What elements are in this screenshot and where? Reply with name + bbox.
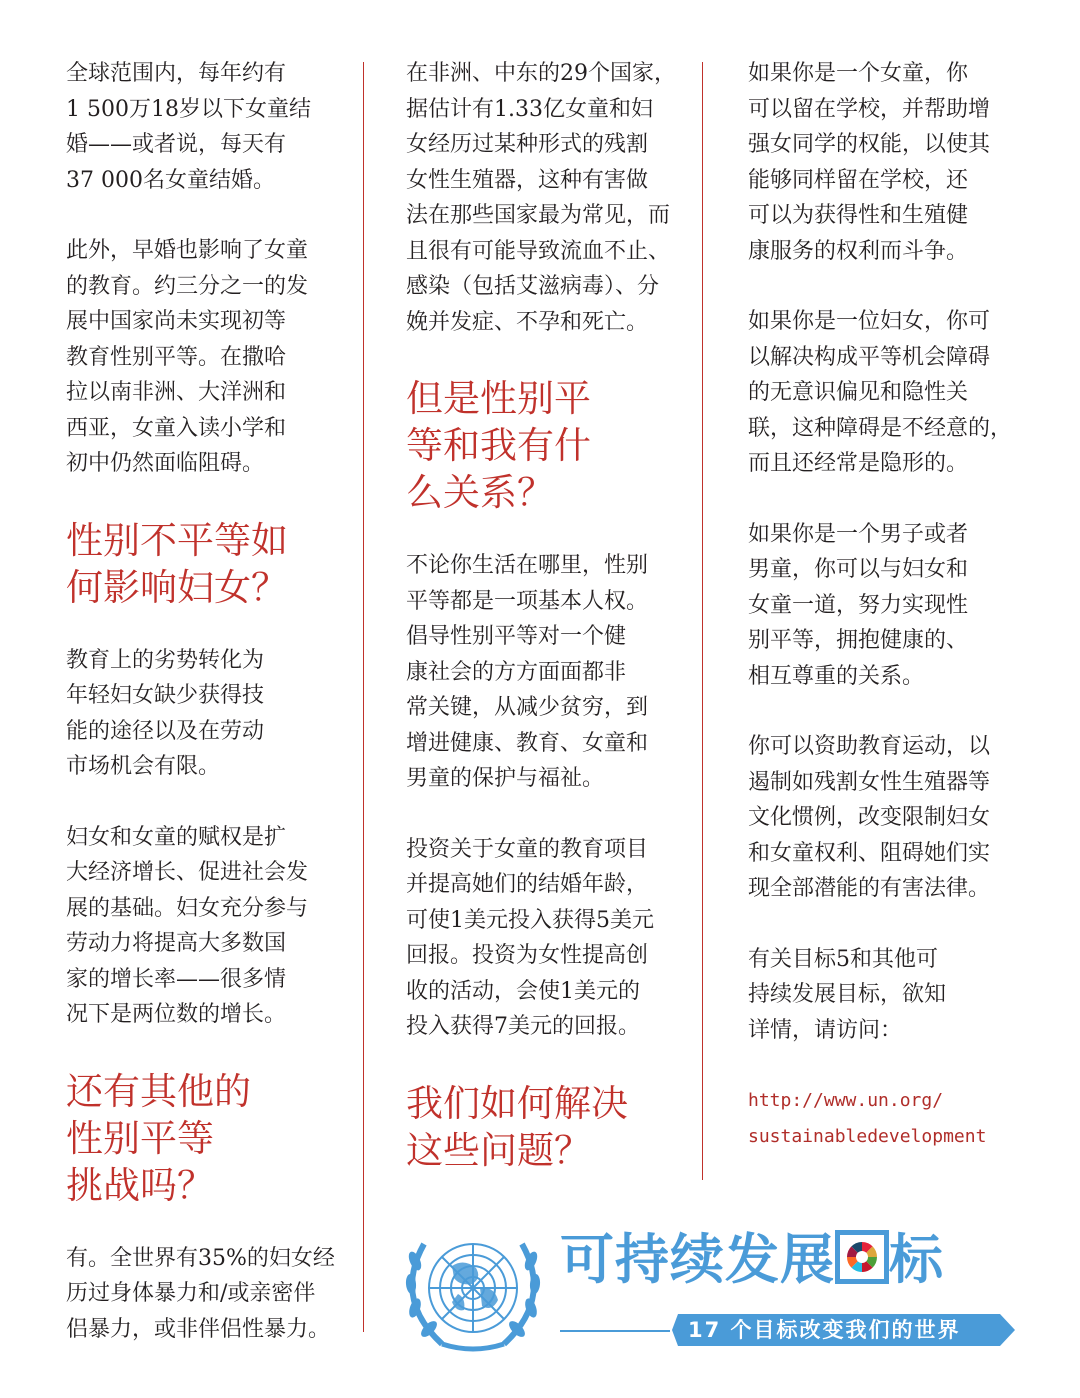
- column-1: [66, 56, 336, 1382]
- sdg-tagline: 17 个目标改变我们的世界: [688, 1318, 961, 1342]
- paragraph-violence: 有。全世界有35%的妇女经 历过身体暴力和/或亲密伴 侣暴力，或非伴侣性暴力。: [66, 1245, 335, 1342]
- paragraph-human-right: 不论你生活在哪里，性别 平等都是一项基本人权。 倡导性别平等对一个健 康社会的方方面面都非 常关键，从减少贫穷，到 增进健康、教育、女童和 男童的保护与福祉。: [406, 553, 649, 791]
- sdg-title-part1: 可持续发展: [560, 1228, 835, 1291]
- paragraph-if-man: 如果你是一个男子或者 男童，你可以与妇女和 女童一道，努力实现性 别平等，拥抱健康的、 相互尊重的关系。: [748, 521, 969, 689]
- un-emblem-icon: [402, 1226, 544, 1356]
- paragraph-child-marriage: 全球范围内，每年约有 1 500万18岁以下女童结 婚——或者说，每天有 37 000名女童结婚。: [66, 61, 311, 193]
- heading-how-inequality-affects-women: 性别不平等如 何影响妇女？: [66, 518, 288, 609]
- column-3: [748, 56, 1018, 1155]
- paragraph-if-girl: 如果你是一个女童，你 可以留在学校，并帮助增 强女同学的权能，以使其 能够同样留在学校，还 可以为获得性和生殖健 康服务的权利而斗争。: [748, 61, 991, 264]
- paragraph-education: 此外，早婚也影响了女童 的教育。约三分之一的发 展中国家尚未实现初等 教育性别平等。在撒哈 拉以南非洲、大洋洲和 西亚，女童入读小学和 初中仍然面临阻碍。: [66, 238, 309, 476]
- heading-how-to-solve: 我们如何解决 这些问题？: [406, 1081, 628, 1172]
- paragraph-investment: 投资关于女童的教育项目 并提高她们的结婚年龄， 可使1美元投入获得5美元 回报。投资为女性提高创 收的活动，会使1美元的 投入获得7美元的回报。: [406, 836, 654, 1039]
- sdg-wheel-icon: [835, 1230, 889, 1284]
- paragraph-skills: 教育上的劣势转化为 年轻妇女缺少获得技 能的途径以及在劳动 市场机会有限。: [66, 647, 265, 779]
- column-divider-1: [363, 62, 364, 1332]
- sdg-title: [560, 1228, 944, 1292]
- sdg-title-part2: 标: [889, 1228, 944, 1291]
- sdg-logo-block: [402, 1226, 1042, 1356]
- column-divider-2: [702, 62, 703, 1180]
- sdg-tagline-banner: [560, 1314, 1015, 1346]
- column-2: [406, 56, 681, 1206]
- paragraph-fgm: 在非洲、中东的29个国家， 据估计有1.33亿女童和妇 女经历过某种形式的残割 女性生殖器，这种有害做 法在那些国家最为常见，而 且很有可能导致流血不止、 感染（包括艾滋病毒）、分 娩并发症、不孕和死亡。: [406, 61, 676, 335]
- paragraph-if-woman: 如果你是一位妇女，你可 以解决构成平等机会障碍 的无意识偏见和隐性关 联，这种障碍是不经意的， 而且还经常是隐形的。: [748, 309, 1013, 476]
- paragraph-more-info: 有关目标5和其他可 持续发展目标，欲知 详情，请访问：: [748, 946, 947, 1043]
- sdg-website-link[interactable]: http://www.un.org/ sustainabledevelopment: [748, 1090, 987, 1147]
- paragraph-fund-campaigns: 你可以资助教育运动，以 遏制如残割女性生殖器等 文化惯例，改变限制妇女 和女童权利、阻碍她们实 现全部潜能的有害法律。: [748, 734, 991, 901]
- heading-other-challenges: 还有其他的 性别平等 挑战吗？: [66, 1069, 251, 1207]
- paragraph-empowerment: 妇女和女童的赋权是扩 大经济增长、促进社会发 展的基础。妇女充分参与 劳动力将提高大多数国 家的增长率——很多情 况下是两位数的增长。: [66, 824, 309, 1027]
- heading-why-it-matters: 但是性别平 等和我有什 么关系？: [406, 377, 591, 514]
